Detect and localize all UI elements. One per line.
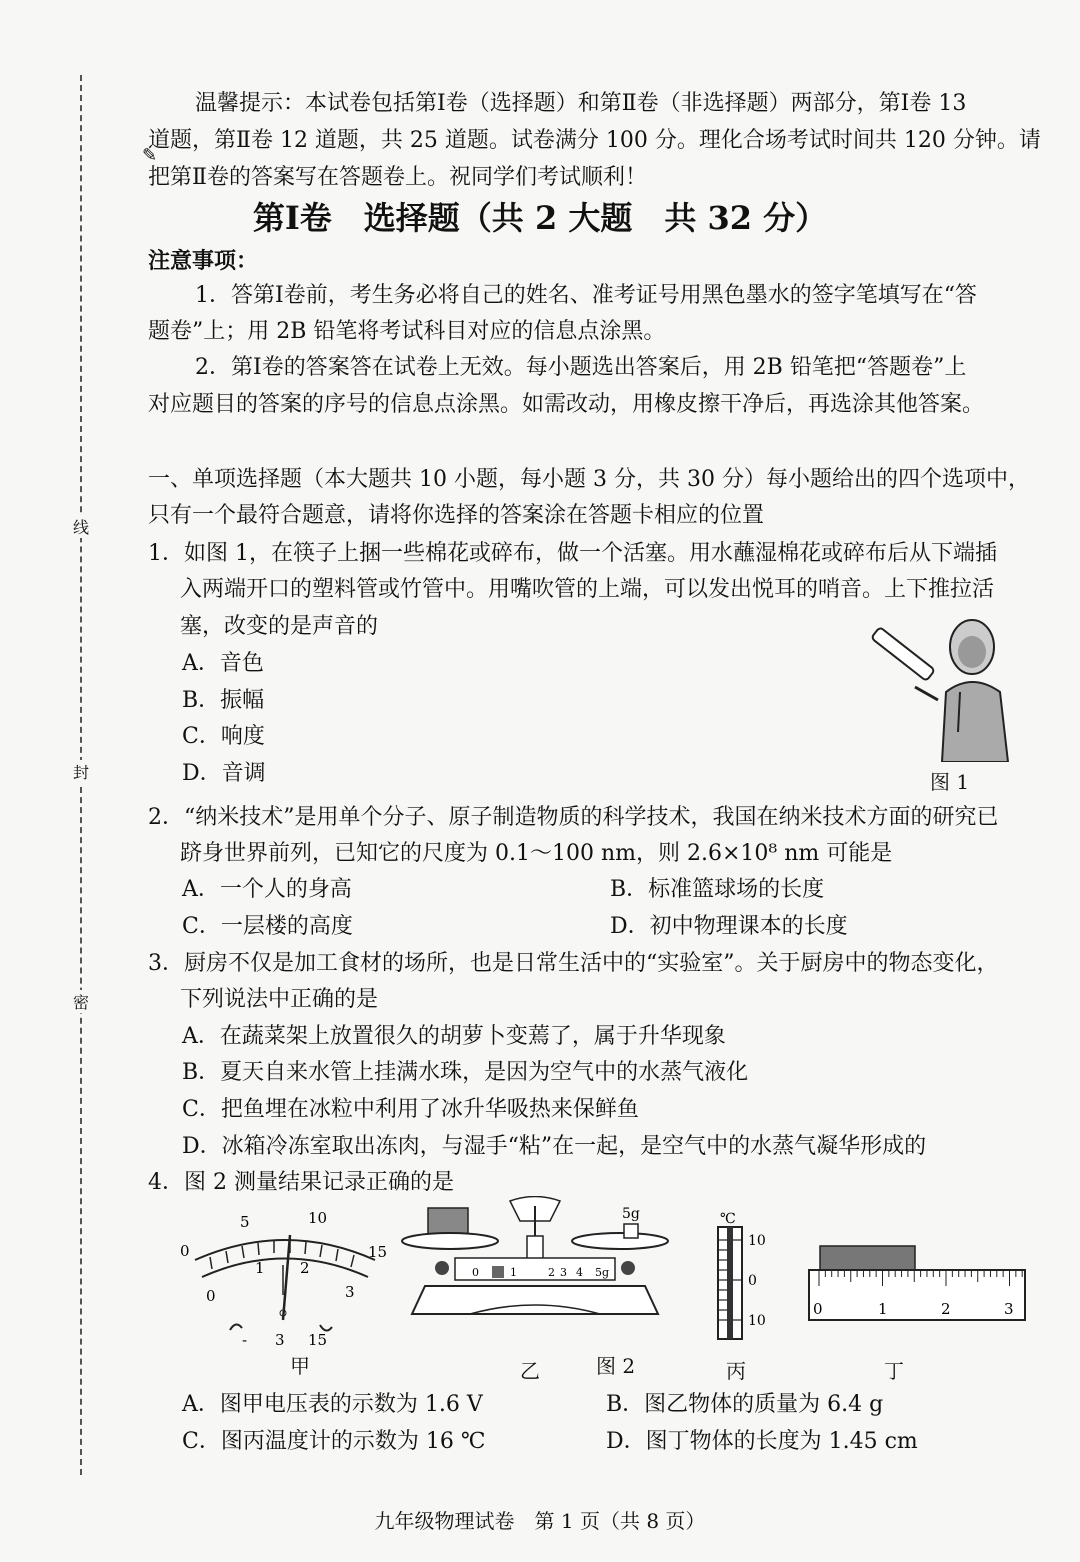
balance-scale-5g: 5g [595, 1266, 610, 1279]
figure-1-label: 图 1 [930, 770, 970, 794]
figure-1-whistle-illustration [860, 612, 1020, 762]
q3-option-d: D．冰箱冷冻室取出冻肉，与湿手“粘”在一起，是空气中的水蒸气凝华形成的 [182, 1134, 927, 1159]
volt-terminal-3: 3 [275, 1331, 285, 1349]
page-title: 第Ⅰ卷 选择题（共 2 大题 共 32 分） [252, 199, 828, 237]
volt-label-top-15: 15 [368, 1243, 388, 1261]
volt-terminal-15: 15 [308, 1331, 328, 1349]
q2-option-a: A．一个人的身高 [182, 877, 352, 902]
q4-option-d: D．图丁物体的长度为 1.45 cm [606, 1429, 918, 1454]
binding-char-feng: 封 [68, 760, 94, 783]
figure-2-title: 图 2 [596, 1354, 636, 1378]
q2-line-2: 跻身世界前列，已知它的尺度为 0.1～100 nm，则 2.6×10⁸ nm 可能是 [180, 841, 893, 866]
figure-2-label-jia: 甲 [290, 1354, 310, 1378]
volt-terminal-minus: - [242, 1331, 248, 1349]
q1-option-a: A．音色 [182, 651, 264, 676]
pen-mark: ✎ [142, 145, 158, 166]
volt-label-bottom-1: 1 [255, 1259, 265, 1277]
section-heading-line-2: 只有一个最符合题意，请将你选择的答案涂在答题卡相应的位置 [148, 503, 765, 528]
volt-label-top-10: 10 [308, 1209, 328, 1227]
q1-line-1: 1．如图 1，在筷子上捆一些棉花或碎布，做一个活塞。用水蘸湿棉花或碎布后从下端插 [148, 541, 997, 566]
figure-2-label-yi: 乙 [520, 1359, 540, 1383]
ruler-label-0: 0 [813, 1300, 823, 1318]
q1-line-2: 入两端开口的塑料管或竹管中。用嘴吹管的上端，可以发出悦耳的哨音。上下推拉活 [180, 577, 995, 602]
ruler-label-1: 1 [878, 1300, 888, 1318]
balance-scale-4: 4 [576, 1266, 583, 1279]
note-1-line-1: 1．答第Ⅰ卷前，考生务必将自己的姓名、准考证号用黑色墨水的签字笔填写在“答 [195, 283, 977, 308]
q1-option-b: B．振幅 [182, 688, 265, 713]
q4-stem: 4．图 2 测量结果记录正确的是 [148, 1170, 454, 1195]
ruler-label-2: 2 [941, 1300, 951, 1318]
figure-2-label-ding: 丁 [884, 1359, 904, 1383]
thermo-label-0: 0 [748, 1273, 757, 1289]
note-2-line-1: 2．第Ⅰ卷的答案答在试卷上无效。每小题选出答案后，用 2B 铅笔把“答题卷”上 [195, 355, 967, 380]
q3-line-2: 下列说法中正确的是 [180, 987, 379, 1012]
tip-line-2: 道题，第Ⅱ卷 12 道题，共 25 道题。试卷满分 100 分。理化合场考试时间共 120 分钟。请 [148, 128, 1041, 153]
q3-option-b: B．夏天自来水管上挂满水珠，是因为空气中的水蒸气液化 [182, 1060, 749, 1085]
balance-scale-3: 3 [560, 1266, 567, 1279]
note-1-line-2: 题卷”上；用 2B 铅笔将考试科目对应的信息点涂黑。 [148, 319, 666, 344]
q3-option-a: A．在蔬菜架上放置很久的胡萝卜变蔫了，属于升华现象 [182, 1024, 726, 1049]
section-heading-line-1: 一、单项选择题（本大题共 10 小题，每小题 3 分，共 30 分）每小题给出的四个选项中， [148, 467, 1030, 492]
q4-option-c: C．图丙温度计的示数为 16 ℃ [182, 1429, 486, 1454]
q2-line-1: 2．“纳米技术”是用单个分子、原子制造物质的科学技术，我国在纳米技术方面的研究已 [148, 805, 999, 830]
figure-2-voltmeter [170, 1205, 400, 1350]
binding-char-mi: 密 [68, 990, 94, 1013]
volt-label-bottom-0: 0 [206, 1287, 216, 1305]
tip-line-3: 把第Ⅱ卷的答案写在答题卷上。祝同学们考试顺利！ [148, 165, 647, 190]
balance-scale-0: 0 [472, 1266, 479, 1279]
notes-heading: 注意事项： [148, 248, 259, 274]
balance-scale-2: 2 [548, 1266, 555, 1279]
tip-line-1: 温馨提示：本试卷包括第Ⅰ卷（选择题）和第Ⅱ卷（非选择题）两部分，第Ⅰ卷 13 [195, 91, 967, 116]
ruler-label-3: 3 [1004, 1300, 1014, 1318]
thermo-label-10-top: 10 [748, 1233, 766, 1249]
q2-option-d: D．初中物理课本的长度 [610, 914, 848, 939]
figure-2-thermometer [700, 1205, 790, 1345]
figure-2-ruler [805, 1242, 1030, 1322]
page-footer: 九年级物理试卷 第 1 页（共 8 页） [374, 1509, 706, 1533]
q1-option-d: D．音调 [182, 761, 266, 786]
binding-char-xian: 线 [68, 515, 94, 538]
balance-scale-1: 1 [510, 1266, 517, 1279]
note-2-line-2: 对应题目的答案的序号的信息点涂黑。如需改动，用橡皮擦干净后，再选涂其他答案。 [148, 392, 985, 417]
figure-2-label-bing: 丙 [726, 1359, 746, 1383]
q2-option-b: B．标准篮球场的长度 [610, 877, 825, 902]
q2-option-c: C．一层楼的高度 [182, 914, 353, 939]
volt-label-top-0: 0 [180, 1242, 190, 1260]
balance-weight-label: 5g [622, 1206, 640, 1222]
volt-label-bottom-2: 2 [300, 1259, 310, 1277]
q1-option-c: C．响度 [182, 724, 265, 749]
q3-line-1: 3．厨房不仅是加工食材的场所，也是日常生活中的“实验室”。关于厨房中的物态变化， [148, 951, 999, 976]
q4-option-b: B．图乙物体的质量为 6.4 g [606, 1392, 884, 1417]
q3-option-c: C．把鱼埋在冰粒中利用了冰升华吸热来保鲜鱼 [182, 1097, 639, 1122]
volt-label-top-5: 5 [240, 1213, 250, 1231]
thermo-unit: ℃ [720, 1211, 736, 1227]
figure-2-balance [400, 1196, 670, 1331]
thermo-label-10-bottom: 10 [748, 1313, 766, 1329]
volt-label-bottom-3: 3 [345, 1283, 355, 1301]
q4-option-a: A．图甲电压表的示数为 1.6 V [182, 1392, 483, 1417]
q1-line-3: 塞，改变的是声音的 [180, 614, 379, 639]
